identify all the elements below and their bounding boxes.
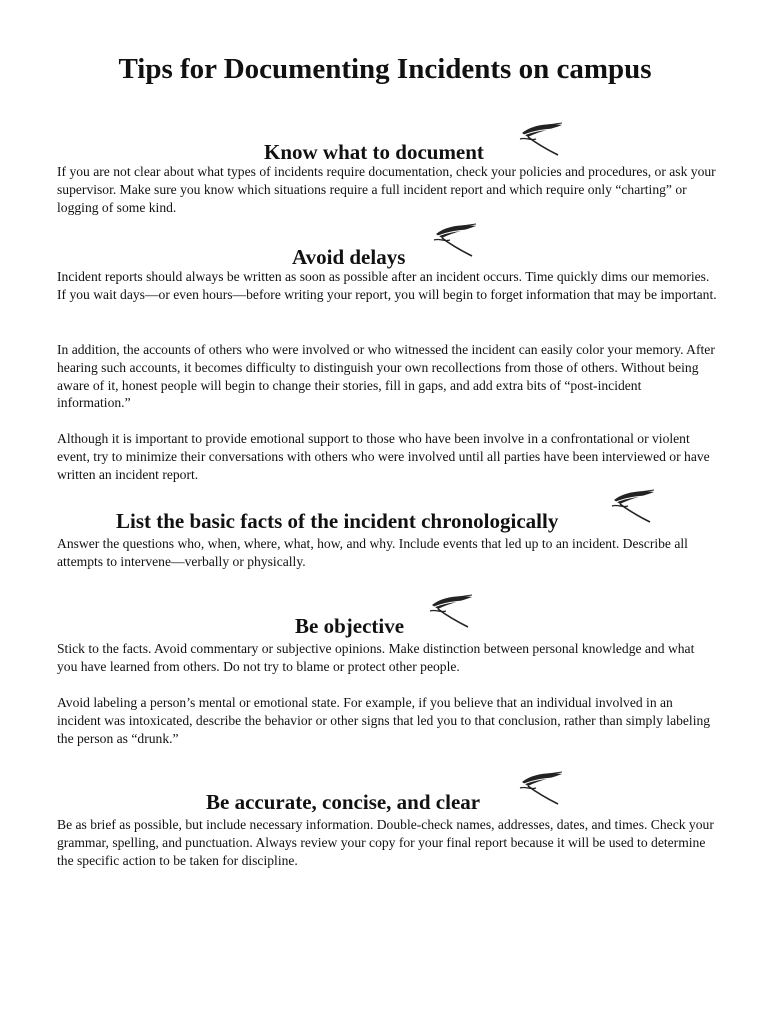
section-heading-be-accurate: Be accurate, concise, and clear — [206, 790, 481, 814]
paragraph: In addition, the accounts of others who were involved or who witnessed the incident can easily color your memory. After hearing such accounts, it becomes difficulty to distinguish your own recollections from those of others. Without being aware of it, honest people will begin to change their stories, fill in gaps, and add extra bits of “post-incident information.” — [57, 342, 715, 411]
paragraph: Avoid labeling a person’s mental or emotional state. For example, if you believe that an individual involved in an incident was intoxicated, describe the behavior or other signs that led you to that conclusion, rather than simply labeling the person as “drunk.” — [57, 695, 711, 746]
paragraph: Incident reports should always be written as soon as possible after an incident occurs. Time quickly dims our memories. If you wait days—or even hours—before writing your report, you will begin to forget information that may be important. — [57, 269, 717, 302]
section-heading-know-what-to-document: Know what to document — [264, 140, 484, 164]
quill-pen-icon — [518, 121, 566, 159]
quill-pen-icon — [432, 222, 480, 260]
paragraph: Be as brief as possible, but include necessary information. Double-check names, addresses, dates, and times. Check your grammar, spelling, and punctuation. Always review your copy for your final report because it will be used to determine the specific action to be taken for discipline. — [57, 817, 714, 868]
paragraph: Although it is important to provide emotional support to those who have been involve in a confrontational or violent event, try to minimize their conversations with others who were involved until all parties have been interviewed or have written an incident report. — [57, 431, 710, 482]
quill-pen-icon — [610, 488, 658, 526]
page-title: Tips for Documenting Incidents on campus — [118, 53, 652, 85]
section-heading-list-basic-facts: List the basic facts of the incident chronologically — [116, 509, 559, 533]
quill-pen-icon — [518, 770, 566, 808]
paragraph: If you are not clear about what types of incidents require documentation, check your policies and procedures, or ask your supervisor. Make sure you know which situations require a full incident report and which require only “charting” or logging of some kind. — [57, 164, 716, 215]
paragraph: Answer the questions who, when, where, what, how, and why. Include events that led up to an incident. Describe all attempts to intervene—verbally or physically. — [57, 536, 688, 569]
section-heading-be-objective: Be objective — [295, 614, 405, 638]
paragraph: Stick to the facts. Avoid commentary or subjective opinions. Make distinction between personal knowledge and what you have learned from others. Do not try to blame or protect other people. — [57, 641, 695, 674]
section-heading-avoid-delays: Avoid delays — [292, 245, 406, 269]
quill-pen-icon — [428, 593, 476, 631]
